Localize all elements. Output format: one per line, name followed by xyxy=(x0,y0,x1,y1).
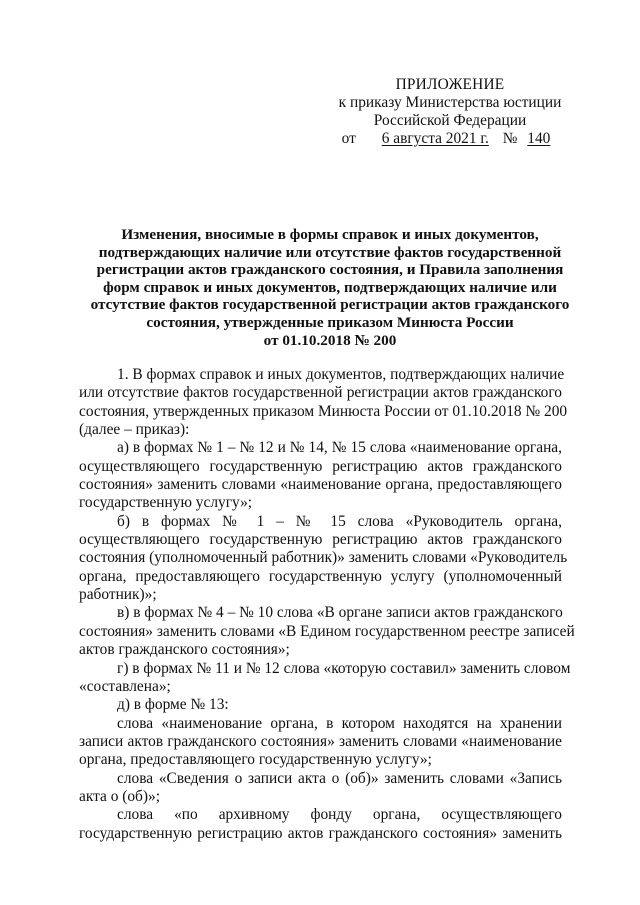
appendix-order-line: к приказу Министерства юстиции xyxy=(338,94,562,111)
item-v-line: в) в формах № 4 – № 10 слова «В органе записи актов гражданского xyxy=(117,604,563,622)
item-a-line: состояния» заменить словами «наименование органа, предоставляющего xyxy=(79,476,562,494)
item-d-sub1-line: записи актов гражданского состояния» заменить словами «наименование xyxy=(79,732,562,750)
heading-line: Изменения, вносимые в формы справок и иных документов, xyxy=(121,226,539,243)
heading-line: регистрации актов гражданского состояния, и Правила заполнения xyxy=(96,261,564,279)
item-b-line: состояния (уполномоченный работник)» заменить словами «Руководитель xyxy=(79,549,568,567)
item-d-line: д) в форме № 13: xyxy=(117,696,229,714)
item-g-line: «составлена»; xyxy=(79,677,171,695)
appendix-date-line xyxy=(318,130,582,148)
item-v-line: состояния» заменить словами «В Едином государственном реестре записей xyxy=(79,622,575,640)
paragraph-1-line: или отсутствие фактов государственной регистрации актов гражданского xyxy=(79,384,562,402)
item-b-line: органа, предоставляющего государственную услугу (уполномоченный xyxy=(79,567,562,585)
item-d-sub1-line: слова «наименование органа, в котором находятся на хранении xyxy=(117,714,562,732)
heading-line: подтверждающих наличие или отсутствие фактов государственной xyxy=(98,243,562,261)
paragraph-1-line: (далее – приказ): xyxy=(79,421,190,439)
appendix-title: ПРИЛОЖЕНИЕ xyxy=(395,76,505,93)
appendix-header xyxy=(318,76,582,148)
item-g-line: г) в формах № 11 и № 12 слова «которую составил» заменить словом xyxy=(117,659,571,677)
item-b-line: осуществляющего государственную регистрацию актов гражданского xyxy=(79,531,562,549)
date-prefix: от xyxy=(341,130,356,147)
item-d-sub3-line: государственную регистрацию актов гражданского состояния» заменить xyxy=(79,824,562,842)
item-v-line: актов гражданского состояния»; xyxy=(79,641,290,659)
order-number: 140 xyxy=(527,130,551,147)
paragraph-1-line: 1. В формах справок и иных документов, подтверждающих наличие xyxy=(117,366,565,383)
item-b-line: б) в формах № 1 – № 15 слова «Руководитель органа, xyxy=(117,512,562,530)
item-d-sub2-line: акта о (об)»; xyxy=(79,787,160,805)
heading-line: отсутствие фактов государственной регистрации актов гражданского xyxy=(90,296,570,314)
number-prefix: № xyxy=(502,130,518,147)
item-a-line: осуществляющего государственную регистрацию актов гражданского xyxy=(79,457,562,475)
item-a-line: государственную услугу»; xyxy=(79,494,253,512)
heading-line: форм справок и иных документов, подтверждающих наличие или xyxy=(103,278,557,296)
order-date: 6 августа 2021 г. xyxy=(381,130,489,147)
heading-line: от 01.10.2018 № 200 xyxy=(263,331,397,349)
document-heading xyxy=(82,226,578,349)
heading-line: состояния, утвержденные приказом Минюста России xyxy=(146,313,514,331)
item-b-line: работник)»; xyxy=(79,586,157,604)
document-body xyxy=(79,366,575,843)
item-a-line: а) в формах № 1 – № 12 и № 14, № 15 слова «наименование органа, xyxy=(117,439,562,457)
item-d-sub3-line: слова «по архивному фонду органа, осуществляющего xyxy=(117,806,562,824)
appendix-federation-line: Российской Федерации xyxy=(373,112,527,129)
paragraph-1-line: состояния, утвержденных приказом Минюста России от 01.10.2018 № 200 xyxy=(79,402,568,420)
item-d-sub1-line: органа, предоставляющего государственную услугу»; xyxy=(79,751,432,769)
item-d-sub2-line: слова «Сведения о записи акта о (об)» заменить словами «Запись xyxy=(117,769,562,787)
